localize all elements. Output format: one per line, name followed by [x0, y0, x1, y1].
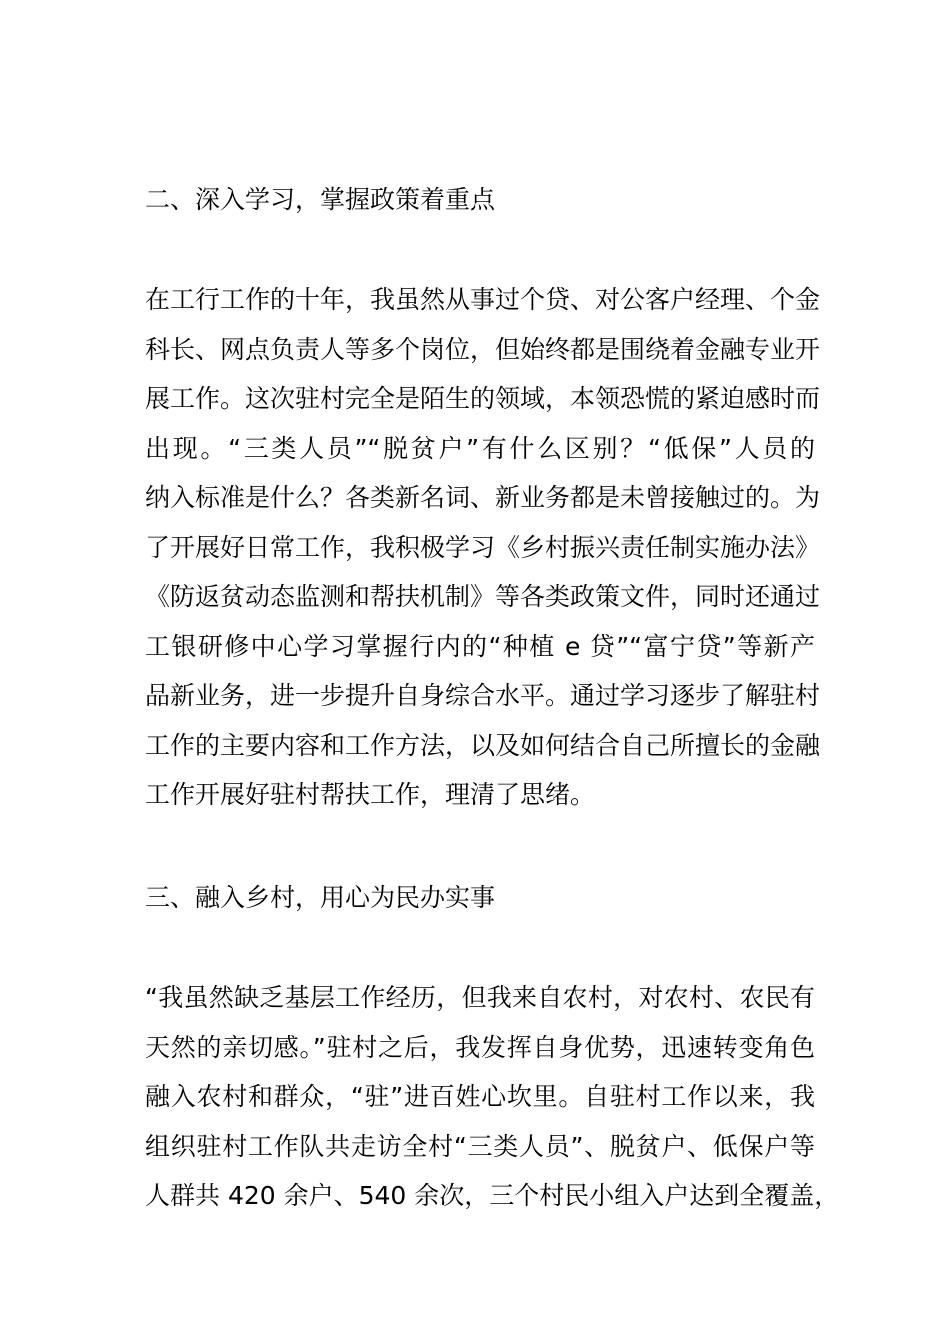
- paragraph-line: “我虽然缺乏基层工作经历，但我来自农村，对农村、农民有: [145, 983, 815, 1012]
- paragraph-line: 《防返贫动态监测和帮扶机制》等各类政策文件，同时还通过: [145, 582, 821, 611]
- paragraph-line: 天然的亲切感。”驻村之后，我发挥自身优势，迅速转变角色: [145, 1032, 815, 1062]
- paragraph-line: 科长、网点负责人等多个岗位，但始终都是围绕着金融专业开: [145, 334, 821, 364]
- paragraph-line: 了开展好日常工作，我积极学习《乡村振兴责任制实施办法》: [145, 532, 821, 562]
- paragraph-line: 人群共 420 余户、540 余次，三个村民小组入户达到全覆盖，: [145, 1181, 840, 1210]
- paragraph-line: 展工作。这次驻村完全是陌生的领域，本领恐慌的紧迫感时而: [145, 384, 821, 413]
- section-2-heading: 二、深入学习，掌握政策着重点: [145, 185, 496, 214]
- paragraph-line: 出现。“三类人员”“脱贫户”有什么区别？“低保”人员的: [145, 433, 815, 463]
- paragraph-line: 工作的主要内容和工作方法，以及如何结合自己所擅长的金融: [145, 730, 821, 760]
- paragraph-line: 纳入标准是什么？各类新名词、新业务都是未曾接触过的。为: [145, 483, 821, 512]
- section-3-paragraph: [145, 973, 840, 1221]
- paragraph-line: 工银研修中心学习掌握行内的“种植 e 贷”“富宁贷”等新产: [145, 631, 815, 661]
- section-3-heading: 三、融入乡村，用心为民办实事: [145, 883, 496, 912]
- paragraph-line: 融入农村和群众，“驻”进百姓心坎里。自驻村工作以来，我: [145, 1082, 815, 1111]
- paragraph-line: 在工行工作的十年，我虽然从事过个贷、对公客户经理、个金: [145, 285, 821, 314]
- paragraph-line: 组织驻村工作队共走访全村“三类人员”、脱贫户、低保户等: [145, 1131, 815, 1161]
- section-2-paragraph: [145, 275, 821, 820]
- paragraph-line: 品新业务，进一步提升自身综合水平。通过学习逐步了解驻村: [145, 681, 821, 710]
- paragraph-line: 工作开展好驻村帮扶工作，理清了思绪。: [145, 780, 596, 809]
